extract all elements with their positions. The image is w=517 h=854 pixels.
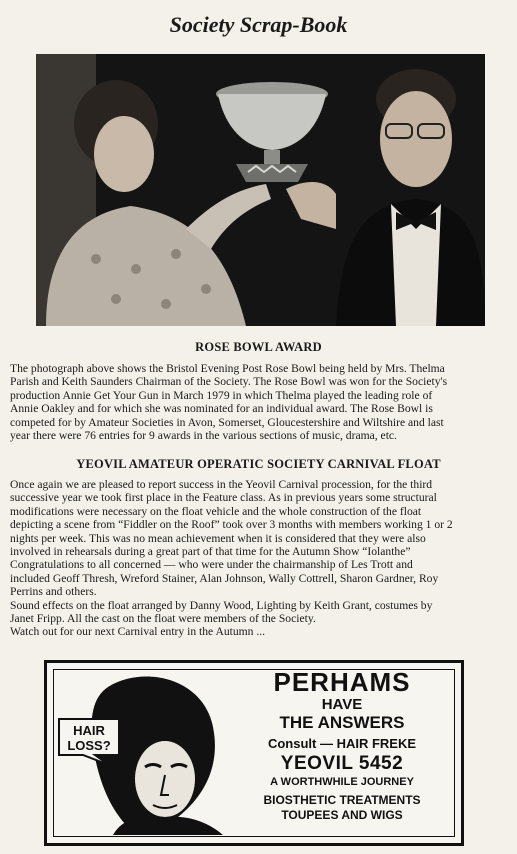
text-line: Sound effects on the float arranged by Danny Wood, Lighting by Keith Grant, costumes by [10,598,433,612]
photo-illustration [36,54,485,326]
text-line: Once again we are pleased to report success in the Yeovil Carnival procession, for the third [10,478,433,491]
text-line: competed for by Amateur Societies in Avon, Somerset, Gloucestershire and Wiltshire and last [10,415,444,429]
advert-wigs: TOUPEES AND WIGS [281,808,403,822]
advert-journey: A WORTHWHILE JOURNEY [270,776,414,788]
text-line: Watch out for our next Carnival entry in the Autumn ... [10,625,266,639]
rose-bowl-paragraph [10,362,507,442]
text-line: Parish and Keith Saunders Chairman of the Society. The Rose Bowl was won for the Society's [10,375,448,389]
text-line: Janet Fripp. All the cast on the float were members of the Society. [10,612,316,626]
text-line: The photograph above shows the Bristol Evening Post Rose Bowl being held by Mrs. Thelma [10,362,445,375]
text-line: successive year we took first place in the Feature class. As in previous years some structural [10,491,437,505]
text-line: Annie Oakley and for which she was nominated for an individual award. The Rose Bowl is [10,402,433,416]
bubble-line-1: HAIR [73,723,105,738]
text-line: involved in rehearsals during a great part of that time for the Autumn Show “Iolanthe” [10,545,411,559]
text-line: modifications were necessary on the float vehicle and the whole construction of the float [10,504,422,518]
advert-treatments: BIOSTHETIC TREATMENTS [263,793,421,807]
advert-have: HAVE [321,696,363,713]
page-title: Society Scrap-Book [169,12,348,37]
text-line: year there were 76 entries for 9 awards in the various sections of music, drama, etc. [10,429,397,443]
advert-answers: THE ANSWERS [279,713,405,732]
advert-text [237,667,447,823]
text-line: Perrins and others. [10,585,97,599]
advert-phone: YEOVIL 5452 [280,753,404,774]
rose-bowl-photo [36,54,485,326]
rose-bowl-heading: ROSE BOWL AWARD [195,340,322,354]
text-line: nights per week. This was no mean achievement when it is considered that they were also [10,531,426,545]
advert-consult: Consult — HAIR FREKE [267,736,417,751]
carnival-heading: YEOVIL AMATEUR OPERATIC SOCIETY CARNIVAL FLOAT [76,457,441,471]
text-line: depicting a scene from “Fiddler on the Roof” took over 3 months with members working 1 or 2 [10,518,453,532]
text-line: Congratulations to all concerned — who were under the chairmanship of Les Trott and [10,558,413,572]
advert-brand: PERHAMS [273,667,411,697]
text-line: included Geoff Thresh, Wreford Stainer, Alan Johnson, Wally Cottrell, Sharon Gardner, Roy [10,571,439,585]
carnival-paragraph [10,478,507,639]
bubble-line-2: LOSS? [67,738,111,753]
advert-illustration [53,667,233,837]
perhams-advert [44,660,464,846]
text-line: production Annie Get Your Gun in March 1979 in which Thelma played the leading role of [10,388,433,402]
